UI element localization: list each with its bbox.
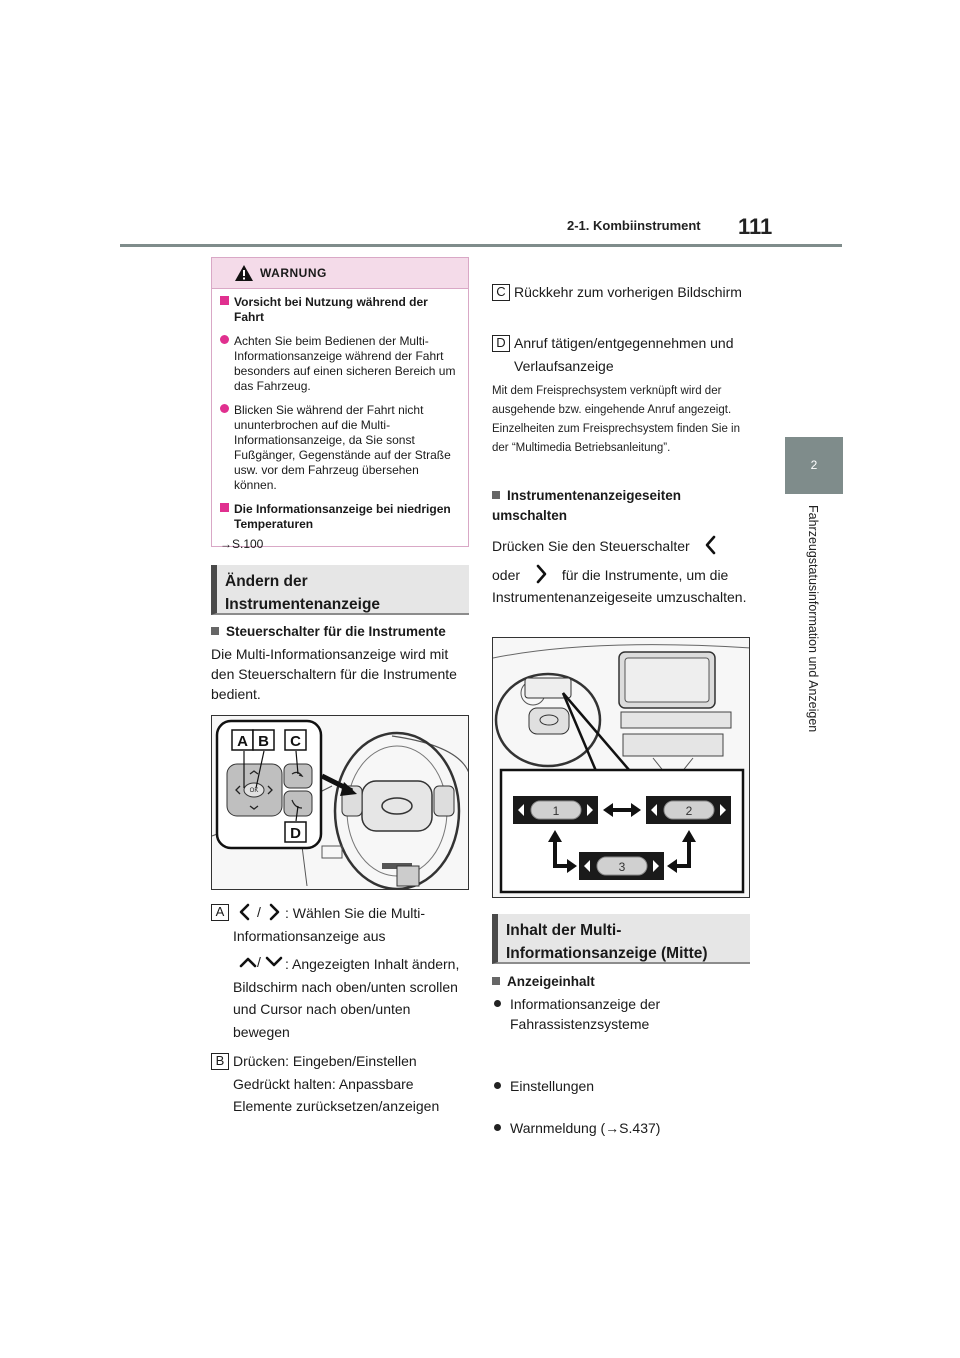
page-number: 111 xyxy=(738,214,773,239)
display-pages-figure xyxy=(492,637,750,898)
header-rule xyxy=(120,244,842,247)
item-b-text: Drücken: Eingeben/Einstellen Gedrückt halten: Anpassbare Elemente zurücksetzen/anzeigen xyxy=(233,1053,440,1114)
figure-label-d: D xyxy=(290,825,301,842)
figure-label-a: A xyxy=(237,733,248,750)
item-a-text1: : Wählen Sie die Multi-Informationsanzeige aus xyxy=(233,905,426,944)
steering-switch-figure xyxy=(211,715,469,890)
chevron-right-icon xyxy=(534,564,548,584)
warning-header xyxy=(212,258,468,289)
warning-item-title: Die Informationsanzeige bei niedrigen Temperaturen xyxy=(220,502,460,532)
section-title: Ändern der Instrumentenanzeige xyxy=(211,565,469,615)
section-header: 2-1. Kombiinstrument xyxy=(567,218,701,233)
square-bullet-icon xyxy=(211,627,219,635)
square-bullet-icon xyxy=(492,491,500,499)
subsection-title: Anzeigeinhalt xyxy=(492,972,750,992)
page-label-1: 1 xyxy=(552,804,560,818)
warning-box xyxy=(211,257,469,551)
item-c-text: Rückkehr zum vorherigen Bildschirm xyxy=(514,284,742,300)
square-bullet-icon xyxy=(220,503,229,512)
round-bullet-icon xyxy=(220,404,229,413)
handsfree-note: Mit dem Freisprechsystem verknüpft wird der ausgehende bzw. eingehende Anruf angezeigt. Einzelheiten zum Freisprechsystem finden Sie in der “Multimedia Betriebsanleitung”. xyxy=(492,385,741,454)
label-b: B xyxy=(211,1053,229,1070)
page-reference: →S.100 xyxy=(220,537,264,551)
warning-label: WARNUNG xyxy=(260,266,327,280)
figure-label-b: B xyxy=(258,733,269,750)
item-d-text: Anruf tätigen/entgegennehmen und Verlaufsanzeige xyxy=(514,335,734,374)
square-bullet-icon xyxy=(492,977,500,985)
page-label-3: 3 xyxy=(618,860,626,874)
warning-bullet: Blicken Sie während der Fahrt nicht ununterbrochen auf die Multi-Informationsanzeige, da Sie sonst Fußgänger, Gegenstände auf der Straße usw. vor dem Fahrzeug übersehen können. xyxy=(220,403,460,493)
intro-text: Die Multi-Informationsanzeige wird mit den Steuerschaltern für die Instrumente bedient. xyxy=(211,646,457,702)
square-bullet-icon xyxy=(220,296,229,305)
display-page-3 xyxy=(579,852,664,880)
round-bullet-icon xyxy=(220,335,229,344)
list-item: Einstellungen xyxy=(492,1076,760,1096)
figure-label-c: C xyxy=(290,733,301,750)
chevron-left-icon xyxy=(704,535,718,555)
ok-label: OK xyxy=(249,788,259,794)
label-d: D xyxy=(492,335,510,352)
section-title: Inhalt der Multi-Informationsanzeige (Mitte) xyxy=(492,914,750,964)
display-page-1 xyxy=(513,796,598,824)
display-page-2 xyxy=(646,796,731,824)
list-item: Warnmeldung (→S.437) xyxy=(492,1118,760,1138)
warning-triangle-icon xyxy=(234,264,254,282)
list-item: Informationsanzeige der Fahrassistenzsysteme xyxy=(492,994,760,1034)
dashboard-illustration xyxy=(493,638,750,898)
label-c: C xyxy=(492,284,510,301)
item-a-text2: : Angezeigten Inhalt ändern, Bildschirm nach oben/unten scrollen und Cursor nach oben/unten bewegen xyxy=(233,956,460,1040)
switch-instruction: Drücken Sie den Steuerschalter oder für die Instrumente, um die Instrumentenanzeigeseite umzuschalten. xyxy=(492,535,750,623)
item-a: A / xyxy=(211,902,469,924)
warning-item-title: Vorsicht bei Nutzung während der Fahrt xyxy=(220,295,460,325)
page-label-2: 2 xyxy=(685,804,693,818)
warning-bullet: Achten Sie beim Bedienen der Multi-Informationsanzeige während der Fahrt besonders auf einen sicheren Bereich um das Fahrzeug. xyxy=(220,334,460,394)
steering-wheel-illustration xyxy=(212,716,469,890)
chapter-title: Fahrzeugstatusinformation und Anzeigen xyxy=(806,505,820,733)
subsection-title: Instrumentenanzeigeseiten umschalten xyxy=(492,488,682,523)
label-a: A xyxy=(211,904,229,921)
chapter-tab: 2 xyxy=(785,437,843,494)
subsection-title: Steuerschalter für die Instrumente xyxy=(211,622,471,642)
